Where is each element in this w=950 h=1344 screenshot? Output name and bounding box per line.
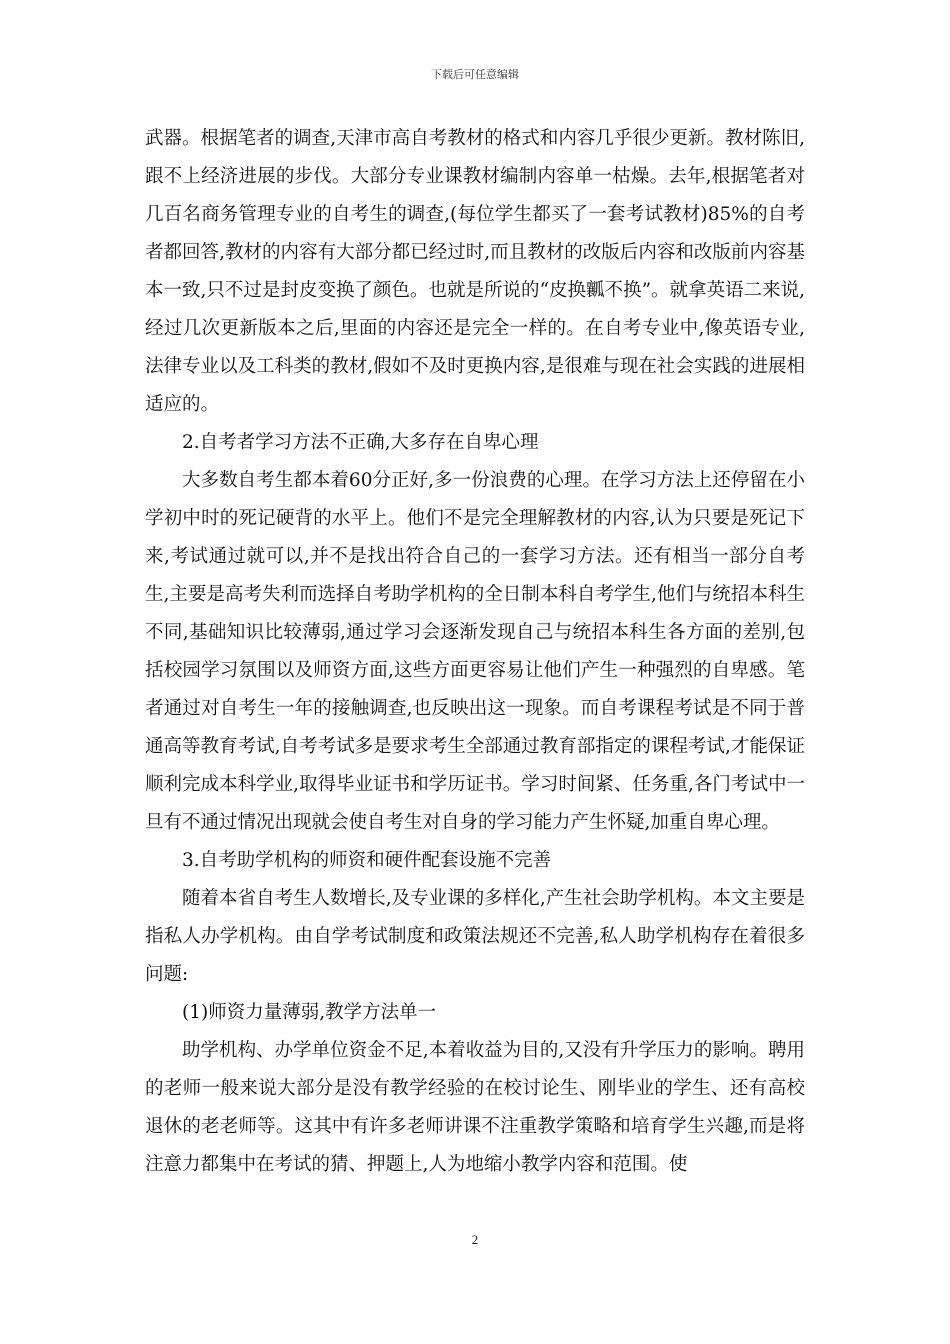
paragraph: 大多数自考生都本着60分正好,多一份浪费的心理。在学习方法上还停留在小学初中时的死记硬背的水平上。他们不是完全理解教材的内容,认为只要是死记下来,考试通过就可以,并不是找出符合自己的一套学习方法。还有相当一部分自考生,主要是高考失利而选择自考助学机构的全日制本科自考学生,他们与统招本科生不同,基础知识比较薄弱,通过学习会逐渐发现自己与统招本科生各方面的差别,包括校园学习氛围以及师资方面,这些方面更容易让他们产生一种强烈的自卑感。笔者通过对自考生一年的接触调查,也反映出这一现象。而自考课程考试是不同于普通高等教育考试,自考考试多是要求考生全部通过教育部指定的课程考试,才能保证顺利完成本科学业,取得毕业证书和学历证书。学习时间紧、任务重,各门考试中一旦有不通过情况出现就会使自考生对自身的学习能力产生怀疑,加重自卑心理。 — [145, 470, 805, 833]
page-header: 下载后可任意编辑 — [431, 68, 519, 81]
page-number: 2 — [471, 1232, 479, 1247]
document-body — [145, 120, 805, 1184]
subsection-heading-1: (1)师资力量薄弱,教学方法单一 — [182, 1002, 437, 1023]
paragraph: 随着本省自考生人数增长,及专业课的多样化,产生社会助学机构。本文主要是指私人办学机构。由自学考试制度和政策法规还不完善,私人助学机构存在着很多问题: — [145, 888, 805, 985]
section-heading-2: 2.自考者学习方法不正确,大多存在自卑心理 — [182, 432, 539, 453]
section-heading-3: 3.自考助学机构的师资和硬件配套设施不完善 — [182, 850, 552, 871]
paragraph-continued: 武器。根据笔者的调查,天津市高自考教材的格式和内容几乎很少更新。教材陈旧,跟不上经济进展的步伐。大部分专业课教材编制内容单一枯燥。去年,根据笔者对几百名商务管理专业的自考生的调查,(每位学生都买了一套考试教材)85%的自考者都回答,教材的内容有大部分都已经过时,而且教材的改版后内容和改版前内容基本一致,只不过是封皮变换了颜色。也就是所说的“皮换瓤不换”。就拿英语二来说,经过几次更新版本之后,里面的内容还是完全一样的。在自考专业中,像英语专业,法律专业以及工科类的教材,假如不及时更换内容,是很难与现在社会实践的进展相适应的。 — [145, 128, 805, 415]
paragraph: 助学机构、办学单位资金不足,本着收益为目的,又没有升学压力的影响。聘用的老师一般来说大部分是没有教学经验的在校讨论生、刚毕业的学生、还有高校退休的老老师等。这其中有许多老师讲课不注重教学策略和培育学生兴趣,而是将注意力都集中在考试的猜、押题上,人为地缩小教学内容和范围。使 — [145, 1040, 805, 1175]
